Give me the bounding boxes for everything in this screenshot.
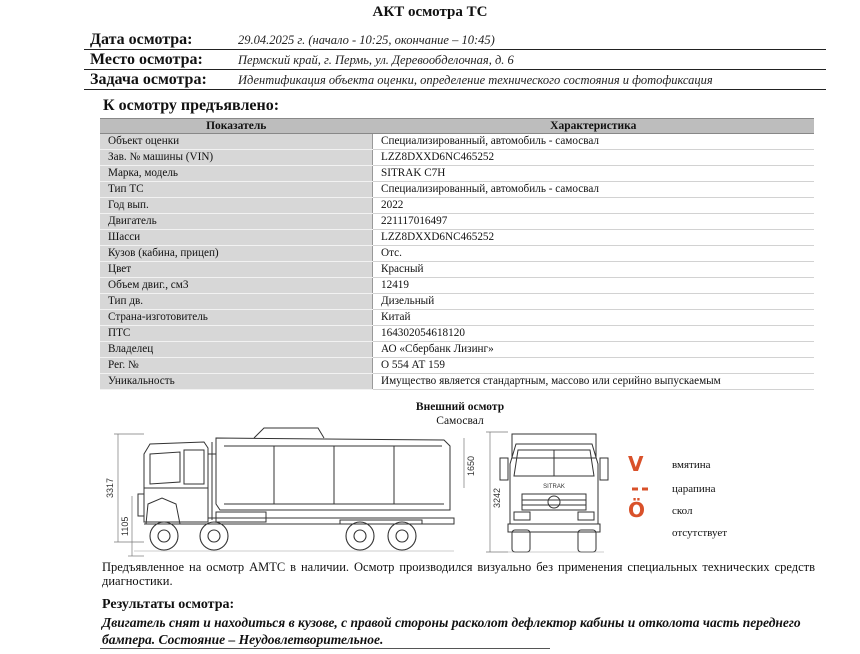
table-row bbox=[100, 358, 814, 374]
legend-row-chip bbox=[624, 500, 784, 522]
dent-icon: V bbox=[628, 452, 644, 476]
inspection-date-label: Дата осмотра: bbox=[90, 31, 193, 48]
property-name: Год вып. bbox=[100, 198, 373, 214]
truck-side-view bbox=[104, 424, 476, 560]
total-height-dimension: 3317 bbox=[105, 477, 115, 498]
results-text: Двигатель снят и находиться в кузове, с правой стороны расколот дефлектор кабины и отколота часть переднего бампера. Состояние – Неудовлетворительное. bbox=[102, 615, 801, 647]
legend-row-dent bbox=[624, 454, 784, 476]
property-value: LZZ8DXXD6NC465252 bbox=[373, 230, 815, 246]
divider bbox=[100, 648, 550, 649]
property-value: SITRAK C7H bbox=[373, 166, 815, 182]
exterior-inspection-subtitle: Самосвал bbox=[436, 415, 484, 427]
table-row bbox=[100, 134, 814, 150]
wheel-base-dimension: 1105 bbox=[120, 516, 130, 536]
legend-label-missing: отсутствует bbox=[672, 527, 728, 539]
damage-legend bbox=[624, 454, 784, 546]
property-name: Шасси bbox=[100, 230, 373, 246]
truck-front-view bbox=[478, 424, 618, 560]
property-name: Двигатель bbox=[100, 214, 373, 230]
table-row bbox=[100, 310, 814, 326]
inspection-place-label: Место осмотра: bbox=[90, 51, 203, 68]
property-name: ПТС bbox=[100, 326, 373, 342]
inspection-note: Предъявленное на осмотр АМТС в наличии. Осмотр производился визуально без применения специальных технических средств диагностики. bbox=[102, 560, 815, 588]
property-value: О 554 АТ 159 bbox=[373, 358, 815, 374]
table-row bbox=[100, 214, 814, 230]
inspection-task-value: Идентификация объекта оценки, определение технического состояния и фотофиксация bbox=[238, 73, 713, 87]
inspection-place-row bbox=[84, 50, 826, 69]
legend-row-scratch bbox=[624, 478, 784, 500]
property-value: 12419 bbox=[373, 278, 815, 294]
property-name: Страна-изготовитель bbox=[100, 310, 373, 326]
table-row bbox=[100, 230, 814, 246]
presented-section-title: К осмотру предъявлено: bbox=[103, 97, 280, 114]
property-value: LZZ8DXXD6NC465252 bbox=[373, 150, 815, 166]
property-value: 2022 bbox=[373, 198, 815, 214]
table-row bbox=[100, 198, 814, 214]
property-name: Владелец bbox=[100, 342, 373, 358]
table-header-row bbox=[100, 119, 814, 134]
table-row bbox=[100, 150, 814, 166]
inspection-place-value: Пермский край, г. Пермь, ул. Деревообделочная, д. 6 bbox=[238, 53, 514, 67]
table-row bbox=[100, 262, 814, 278]
table-row bbox=[100, 294, 814, 310]
act-title: АКТ осмотра ТС bbox=[372, 4, 488, 20]
none-icon bbox=[628, 522, 656, 544]
column-header-indicator: Показатель bbox=[100, 119, 373, 134]
legend-label-chip: скол bbox=[672, 505, 693, 517]
property-value: Специализированный, автомобиль - самосвал bbox=[373, 182, 815, 198]
property-value: Специализированный, автомобиль - самосвал bbox=[373, 134, 815, 150]
table-row bbox=[100, 278, 814, 294]
property-name: Кузов (кабина, прицеп) bbox=[100, 246, 373, 262]
legend-row-missing bbox=[624, 522, 784, 544]
property-name: Объект оценки bbox=[100, 134, 373, 150]
inspection-date-row bbox=[84, 30, 826, 49]
divider bbox=[84, 89, 826, 90]
property-value: АО «Сбербанк Лизинг» bbox=[373, 342, 815, 358]
property-name: Марка, модель bbox=[100, 166, 373, 182]
property-name: Уникальность bbox=[100, 374, 373, 390]
legend-label-scratch: царапина bbox=[672, 483, 716, 495]
legend-label-dent: вмятина bbox=[672, 459, 711, 471]
property-value: 221117016497 bbox=[373, 214, 815, 230]
property-value: Имущество является стандартным, массово или серийно выпускаемым bbox=[373, 374, 815, 390]
scratch-icon bbox=[628, 478, 656, 500]
table-row bbox=[100, 342, 814, 358]
column-header-characteristic: Характеристика bbox=[373, 119, 815, 134]
inspection-task-label: Задача осмотра: bbox=[90, 71, 207, 88]
inspection-date-value: 29.04.2025 г. (начало - 10:25, окончание – 10:45) bbox=[238, 33, 495, 47]
vehicle-properties-table bbox=[100, 118, 814, 390]
results-title: Результаты осмотра: bbox=[102, 597, 235, 612]
property-value: Отс. bbox=[373, 246, 815, 262]
property-name: Рег. № bbox=[100, 358, 373, 374]
property-value: Дизельный bbox=[373, 294, 815, 310]
chip-icon: Ö bbox=[628, 498, 646, 522]
body-height-dimension: 1650 bbox=[466, 455, 476, 476]
table-row bbox=[100, 374, 814, 390]
property-name: Тип дв. bbox=[100, 294, 373, 310]
property-value: 164302054618120 bbox=[373, 326, 815, 342]
table-row bbox=[100, 166, 814, 182]
exterior-inspection-title: Внешний осмотр bbox=[415, 401, 505, 413]
table-row bbox=[100, 246, 814, 262]
property-name: Цвет bbox=[100, 262, 373, 278]
property-name: Тип ТС bbox=[100, 182, 373, 198]
front-height-dimension: 3242 bbox=[492, 487, 502, 508]
table-row bbox=[100, 182, 814, 198]
property-value: Красный bbox=[373, 262, 815, 278]
front-badge-text: SITRAK bbox=[543, 484, 565, 490]
property-name: Зав. № машины (VIN) bbox=[100, 150, 373, 166]
property-value: Китай bbox=[373, 310, 815, 326]
inspection-task-row bbox=[84, 70, 826, 89]
property-name: Объем двиг., см3 bbox=[100, 278, 373, 294]
table-row bbox=[100, 326, 814, 342]
